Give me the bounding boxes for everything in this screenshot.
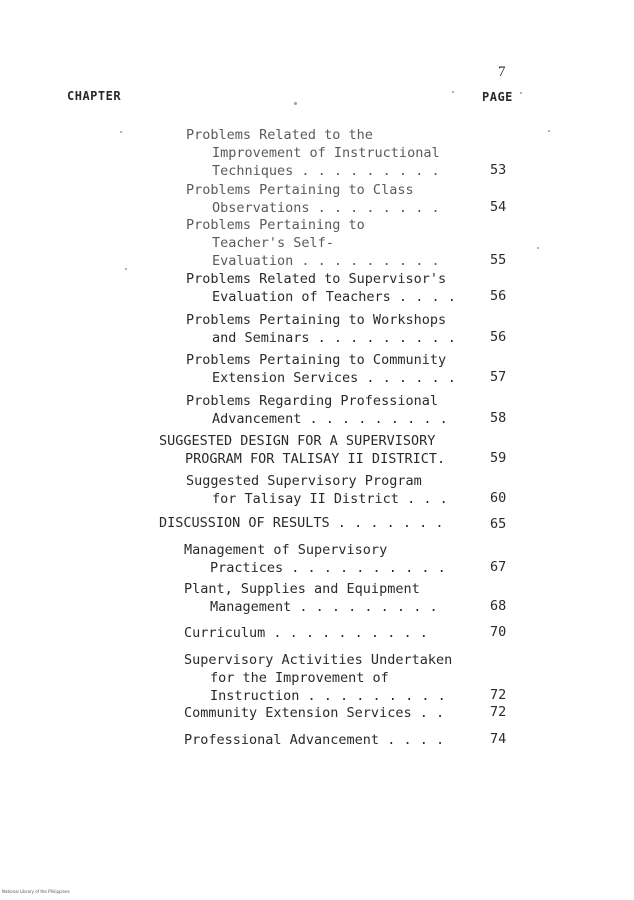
toc-entry: [184, 651, 452, 705]
toc-entry-title: Curriculum . . . . . . . . . .: [184, 625, 428, 641]
toc-entry-page: 58: [490, 410, 507, 426]
toc-entry: [186, 126, 440, 180]
toc-entry-title: Management of Supervisory: [184, 542, 388, 558]
toc-entry-title-cont: and Seminars . . . . . . . . .: [212, 330, 456, 346]
toc-entry-title: Problems Pertaining to Workshops: [186, 312, 447, 328]
toc-entry-page: 56: [490, 329, 507, 345]
toc-entry-title-cont: Evaluation of Teachers . . . .: [212, 289, 456, 305]
scan-speck: [548, 130, 550, 132]
toc-entry-title-cont: Teacher's Self-: [212, 235, 334, 251]
toc-section-heading: [159, 432, 445, 468]
scan-speck: [537, 247, 539, 249]
toc-entry: [186, 270, 456, 306]
toc-entry-title: Plant, Supplies and Equipment: [184, 581, 420, 597]
toc-entry: [186, 392, 448, 428]
toc-entry-title: Suggested Supervisory Program: [186, 473, 422, 489]
toc-entry-title: Problems Pertaining to Class: [186, 182, 414, 198]
toc-entry: [186, 351, 456, 387]
toc-entry-title: Community Extension Services . .: [184, 705, 445, 721]
scan-speck: [520, 92, 522, 94]
toc-entry-page: 54: [490, 199, 507, 215]
toc-entry-title: SUGGESTED DESIGN FOR A SUPERVISORY: [159, 433, 436, 449]
toc-entry-title: Problems Pertaining to: [186, 217, 365, 233]
toc-entry-title: Problems Related to Supervisor's: [186, 271, 447, 287]
toc-entry-page: 60: [490, 490, 507, 506]
toc-entry-title-cont: Instruction . . . . . . . . .: [210, 688, 446, 704]
toc-entry-page: 59: [490, 450, 507, 466]
scan-speck: [125, 268, 127, 270]
scan-speck: [452, 91, 454, 93]
toc-entry: [186, 216, 440, 270]
toc-entry-title-cont: for Talisay II District . . .: [212, 491, 448, 507]
toc-entry-title-cont: for the Improvement of: [210, 670, 389, 686]
toc-entry-page: 70: [490, 624, 507, 640]
toc-entry-title-cont: Techniques . . . . . . . . .: [212, 163, 440, 179]
toc-entry-page: 72: [490, 704, 507, 720]
toc-entry: [184, 580, 438, 616]
toc-entry-title-cont: PROGRAM FOR TALISAY II DISTRICT.: [185, 451, 446, 467]
toc-entry-title-cont: Extension Services . . . . . .: [212, 370, 456, 386]
toc-entry: [184, 704, 444, 722]
toc-entry: [184, 624, 428, 642]
toc-entry-page: 74: [490, 731, 507, 747]
page-number: 7: [498, 64, 506, 80]
toc-entry-title-cont: Management . . . . . . . . .: [210, 599, 438, 615]
toc-entry: [184, 541, 446, 577]
toc-entry-title: Problems Pertaining to Community: [186, 352, 447, 368]
page-column-header: PAGE: [482, 90, 513, 104]
toc-entry-page: 57: [490, 369, 507, 385]
toc-entry-title: DISCUSSION OF RESULTS . . . . . . .: [159, 515, 444, 531]
toc-entry: [184, 731, 444, 749]
scan-speck: [294, 102, 297, 105]
toc-entry-page: 53: [490, 162, 507, 178]
toc-entry: [186, 181, 440, 217]
toc-entry-page: 72: [490, 687, 507, 703]
toc-entry-page: 56: [490, 288, 507, 304]
toc-entry-title-cont: Observations . . . . . . . .: [212, 200, 440, 216]
toc-entry-page: 55: [490, 252, 507, 268]
toc-entry-title: Professional Advancement . . . .: [184, 732, 445, 748]
scan-footer: National Library of the Philippines: [2, 889, 70, 894]
toc-entry-title-cont: Practices . . . . . . . . . .: [210, 560, 446, 576]
toc-entry-page: 68: [490, 598, 507, 614]
toc-entry-page: 67: [490, 559, 507, 575]
toc-entry-title: Problems Related to the: [186, 127, 373, 143]
toc-entry-page: 65: [490, 516, 507, 532]
toc-entry: [186, 472, 448, 508]
toc-entry-title-cont: Evaluation . . . . . . . . .: [212, 253, 440, 269]
chapter-column-header: CHAPTER: [67, 89, 122, 103]
toc-entry-title: Problems Regarding Professional: [186, 393, 438, 409]
scan-speck: [120, 131, 122, 133]
toc-section-heading: [159, 514, 443, 532]
toc-entry-title: Supervisory Activities Undertaken: [184, 652, 453, 668]
toc-entry: [186, 311, 456, 347]
toc-entry-title-cont: Advancement . . . . . . . . .: [212, 411, 448, 427]
toc-entry-title-cont: Improvement of Instructional: [212, 145, 440, 161]
